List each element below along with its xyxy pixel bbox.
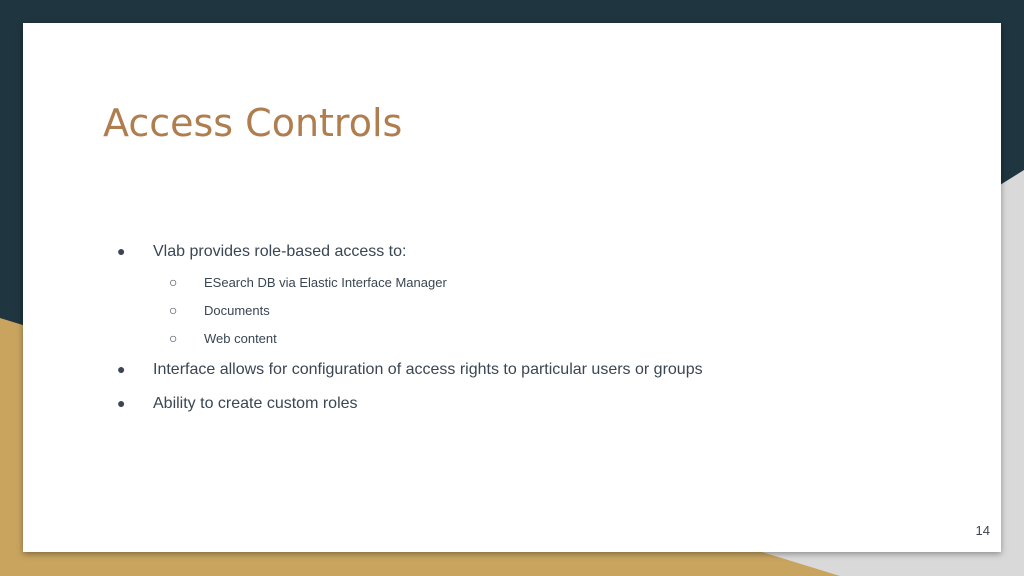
bullet-list [23, 23, 1001, 552]
bullet-item-configuration [117, 361, 703, 379]
sub-bullet-item-esearch [169, 274, 447, 290]
sub-bullet-marker-hollow: ○ [169, 302, 178, 318]
bullet-item-role-access [117, 243, 407, 261]
sub-bullet-item-web-content [169, 330, 277, 346]
bullet-item-custom-roles [117, 395, 358, 413]
sub-bullet-text: ESearch DB via Elastic Interface Manager [204, 275, 447, 290]
bullet-text: Vlab provides role-based access to: [153, 243, 407, 260]
sub-bullet-item-documents [169, 302, 270, 318]
slide-title: Access Controls [103, 101, 403, 145]
bullet-marker-filled: ● [117, 243, 126, 259]
page-number: 14 [975, 523, 990, 538]
sub-bullet-marker-hollow: ○ [169, 330, 178, 346]
bullet-text: Interface allows for configuration of access rights to particular users or groups [153, 361, 703, 378]
bullet-marker-filled: ● [117, 395, 126, 411]
bullet-text: Ability to create custom roles [153, 395, 358, 412]
bullet-marker-filled: ● [117, 361, 126, 377]
slide-card [23, 23, 1001, 552]
sub-bullet-text: Web content [204, 331, 277, 346]
sub-bullet-text: Documents [204, 303, 270, 318]
sub-bullet-marker-hollow: ○ [169, 274, 178, 290]
